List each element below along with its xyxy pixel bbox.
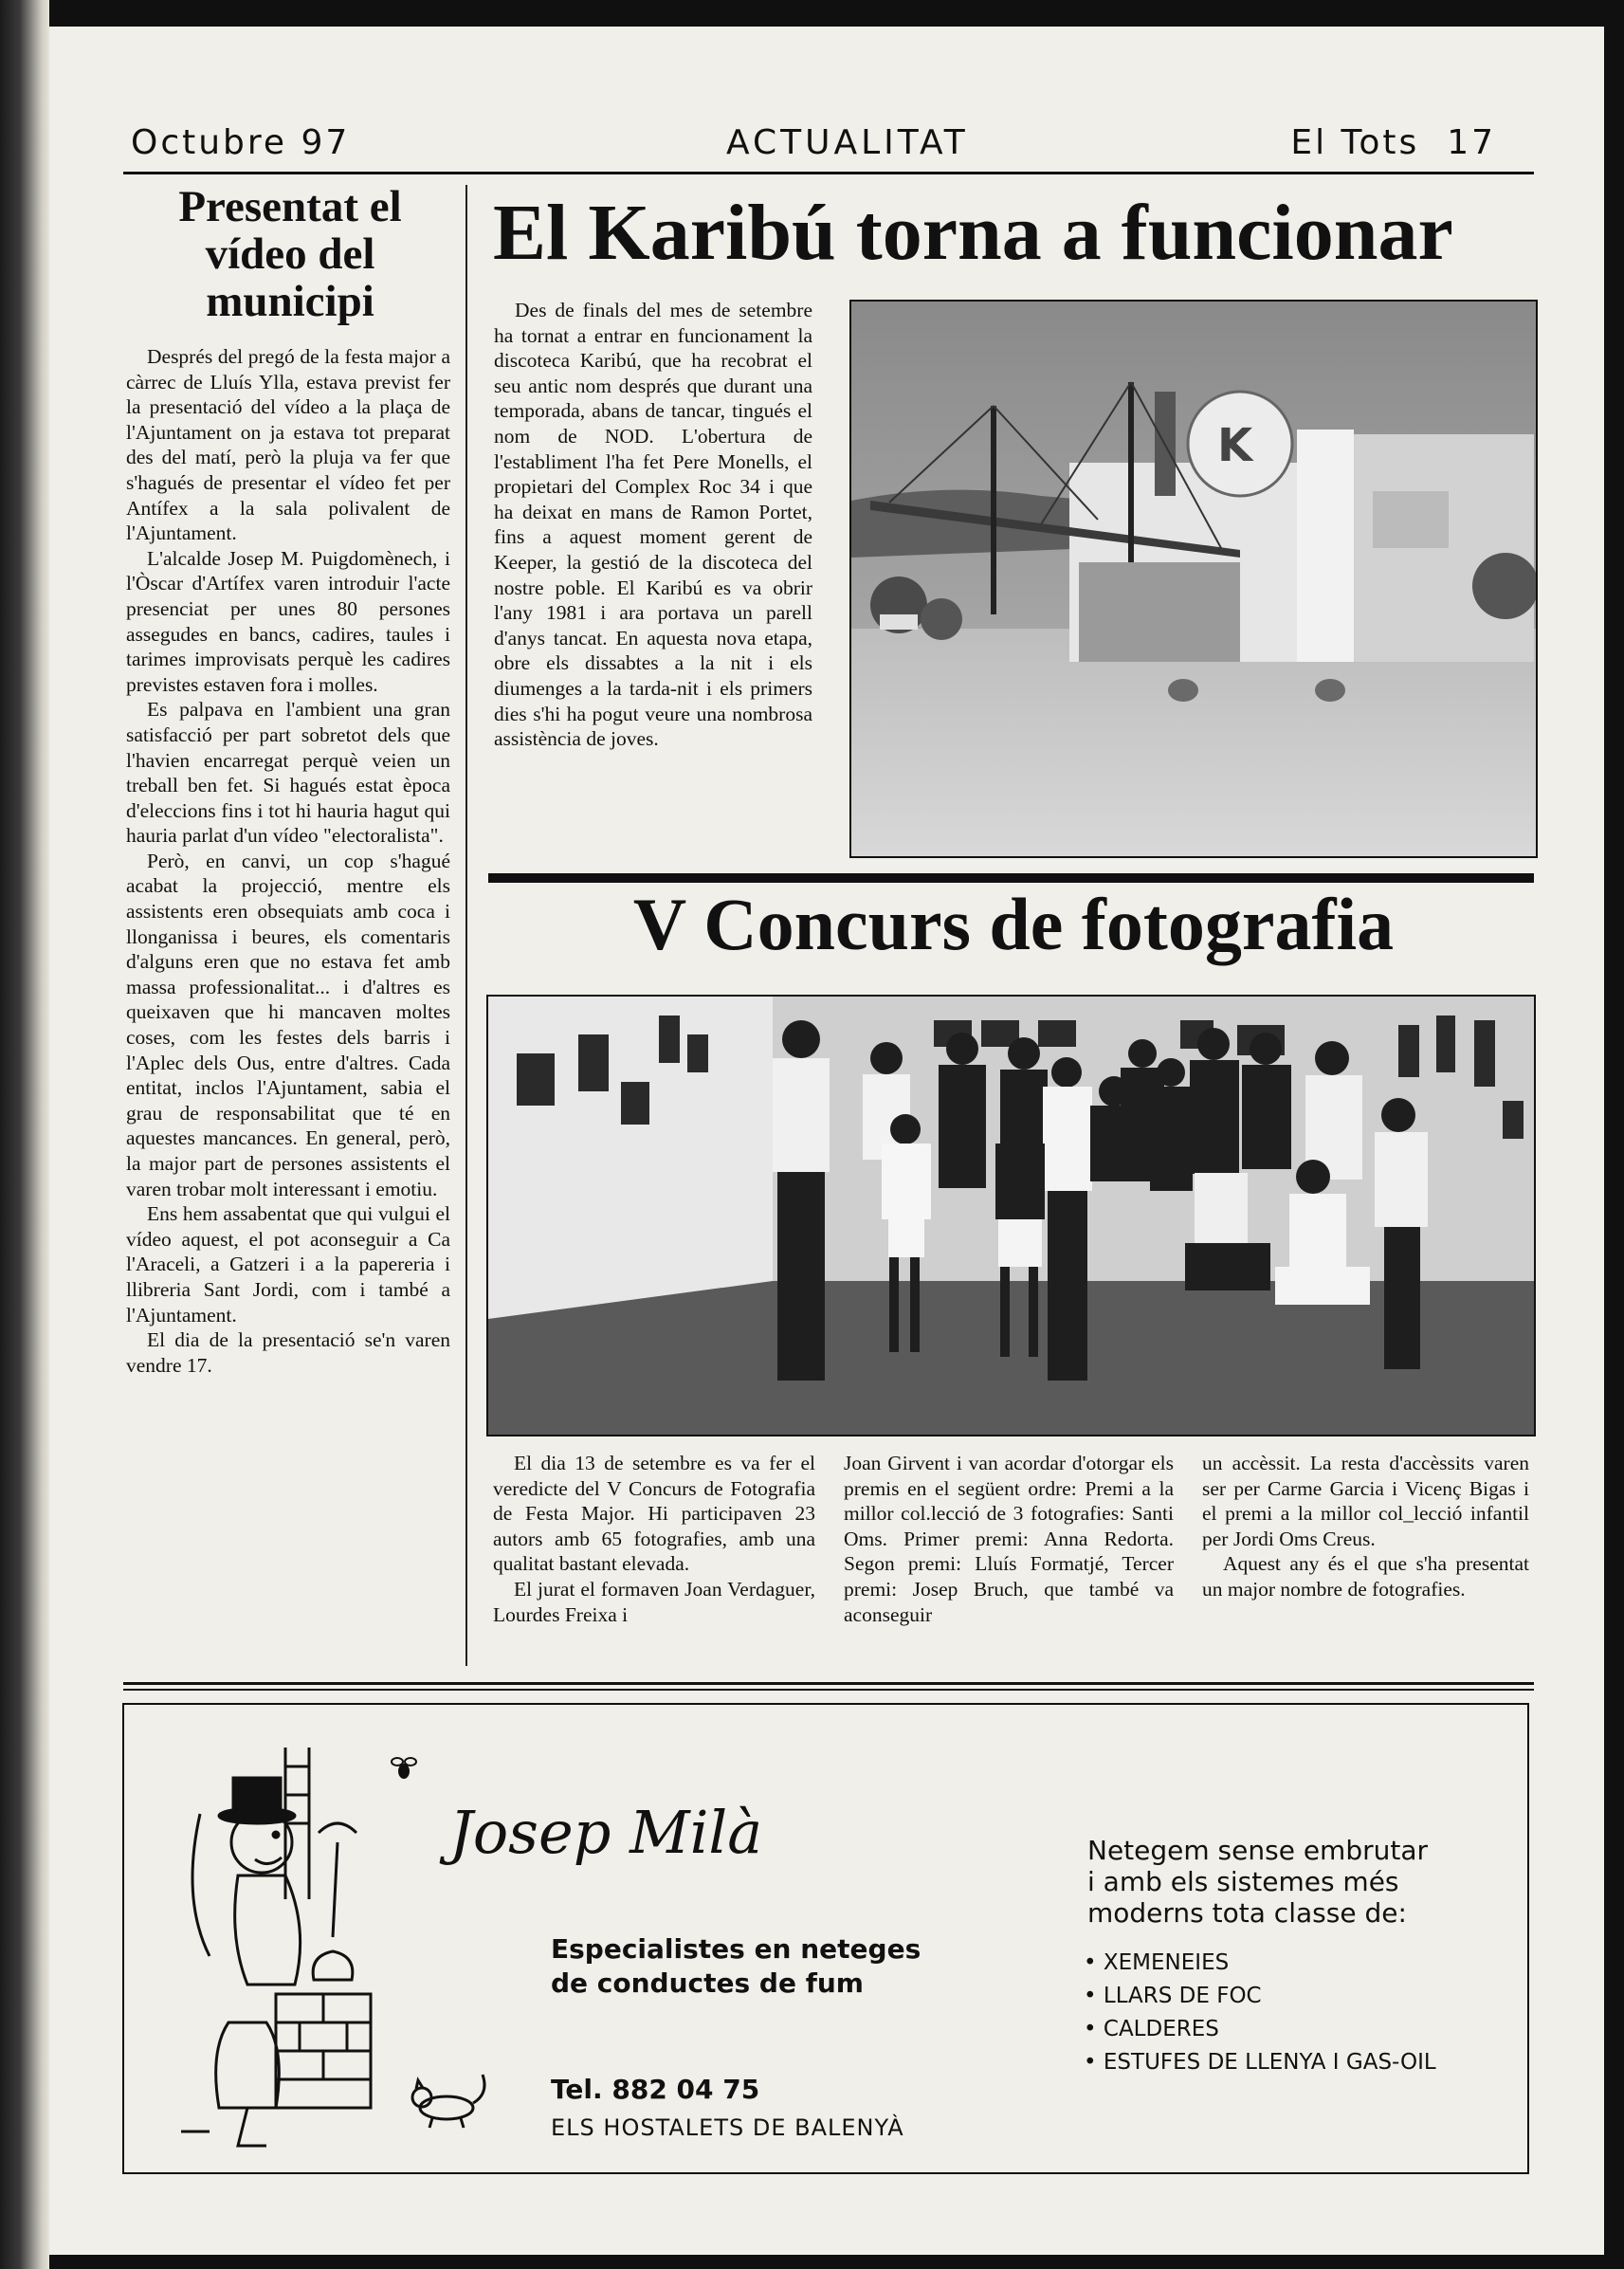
cat-icon [409,2065,494,2132]
paragraph: Des de finals del mes de setembre ha tornat a entrar en funcionament la discoteca Karibú, que ha recobrat el seu antic nom després que durant una temporada, abans de tancar, tingués el nom de NOD. L'obertura de l'establiment l'ha fet Pere Monells, el propietari del Complex Roc 34 i que ha deixat en mans de Ramon Portet, fins a aquest moment gerent de Keeper, la gestió de la discoteca del nostre poble. El Karibú es va obrir l'any 1981 i ara portava un parell d'anys tancat. En aquesta nova etapa, obre els dissabtes a la nit i els diumenges a la tarda-nit i els primers dies s'hi ha pogut veure una nombrosa assistència de joves. [494,299,812,751]
ad-business-name: Josep Milà [449,1798,763,1867]
chimney-sweep-advertisement [122,1703,1529,2174]
ad-rule-top [123,1682,1534,1685]
ad-rule-bottom [123,1689,1534,1691]
ad-tagline-line: de conductes de fum [551,1967,864,1999]
karibu-body [494,298,812,752]
ad-phone: Tel. 882 04 75 [551,2074,760,2105]
ad-tagline-line: Especialistes en neteges [551,1933,921,1965]
page-header [80,123,1521,171]
paragraph: un accèssit. La resta d'accèssits varen ser per Carme Garcia i Vicenç Bigas i el premi a la millor col_lecció infantil per Jordi Oms Creus. [1202,1452,1529,1550]
paragraph: Joan Girvent i van acordar d'otorgar els premis en el següent ordre: Premi a la millor col.lecció de 3 fotografies: Santi Oms. Primer premi: Anna Redorta. Segon premi: Lluís Formatjé, Tercer premi: Josep Bruch, que també va aconseguir [844,1452,1174,1626]
paragraph: Ens hem assabentat que qui vulgui el vídeo aquest, el pot aconseguir a Ca l'Araceli, a Gatzeri i a la papereria i llibreria Sant Jordi, com i també a l'Ajuntament. [126,1202,450,1327]
fly-icon [390,1754,418,1783]
svg-text:K: K [1217,419,1253,472]
service-item: • CALDERES [1084,2013,1436,2046]
column-divider [465,185,467,1666]
issue-date: Octubre 97 [131,123,351,162]
ad-services-list [1084,1947,1436,2079]
service-item: • ESTUFES DE LLENYA I GAS-OIL [1084,2046,1436,2079]
paragraph: L'alcalde Josep M. Puigdomènech, i l'Òscar d'Artífex varen introduir l'acte presenciat per unes 80 persones assegudes en bancs, cadires, taules i tarimes improvisats perquè les cadires previstes estaven fora i molles. [126,546,450,696]
paragraph: Després del pregó de la festa major a càrrec de Lluís Ylla, estava previst fer la presentació del vídeo a la plaça de l'Ajuntament on ja estava tot preparat des del matí, però la pluja va fer que s'hagués de presentar el vídeo fet per Antífex a la sala polivalent de l'Ajuntament. [126,345,450,545]
paragraph: El dia de la presentació se'n varen vendre 17. [126,1328,450,1377]
section-name: ACTUALITAT [726,123,969,162]
concurs-headline: V Concurs de fotografia [632,883,1395,965]
concurs-column-1 [493,1451,815,1627]
ad-address: ELS HOSTALETS DE BALENYÀ [551,2114,904,2141]
paragraph: El jurat el formaven Joan Verdaguer, Lourdes Freixa i [493,1577,815,1626]
publication-page-number: El Tots 17 [1290,123,1496,162]
service-item: • XEMENEIES [1084,1947,1436,1980]
ad-intro-line: i amb els sistemes més [1087,1866,1399,1897]
ad-intro-line: Netegem sense embrutar [1087,1835,1429,1866]
side-article-body [126,344,450,1378]
binding-spine [0,0,49,2269]
karibu-headline: El Karibú torna a funcionar [493,189,1453,277]
concurs-group-photo [486,995,1536,1436]
ad-intro-line: moderns tota classe de: [1087,1897,1407,1929]
header-rule [123,172,1534,174]
paragraph: Però, en canvi, un cop s'hagué acabat la projecció, mentre els assistents eren obsequiats amb coca i llonganissa i beures, els comentaris d'alguns eren que no estava fet amb massa professionalitat... i d'altres es queixaven que hi mancaven moltes coses, com les festes dels barris i l'Aplec dels Ous, entre d'altres. Cada entitat, inclos l'Ajuntament, sabia el grau de responsabilitat que té en aquestes mancances. En general, però, la major part de persones assistents el varen trobar molt interessant i emotiu. [126,849,450,1200]
paragraph: El dia 13 de setembre es va fer el veredicte del V Concurs de Fotografia de Festa Major. Hi participaven 23 autors amb 65 fotografies, amb una qualitat bastant elevada. [493,1452,815,1576]
concurs-column-3 [1202,1451,1529,1602]
paragraph: Es palpava en l'ambient una gran satisfacció per part sobretot dels que l'havien encarregat perquè veien un treball ben fet. Si hagués estat època d'eleccions fins i tot hi hauria hagut qui hauria parlat d'un vídeo "electoralista". [126,698,450,848]
side-article-title: Presentat el vídeo del municipi [178,182,402,326]
ad-intro [1087,1835,1428,1929]
ad-tagline [551,1932,921,2001]
concurs-column-2 [844,1451,1174,1627]
karibu-photo [849,300,1538,858]
service-item: • LLARS DE FOC [1084,1980,1436,2013]
group-of-people-image [488,997,1534,1435]
paragraph: Aquest any és el que s'ha presentat un major nombre de fotografies. [1202,1552,1529,1601]
discotheque-building-image [851,302,1536,856]
